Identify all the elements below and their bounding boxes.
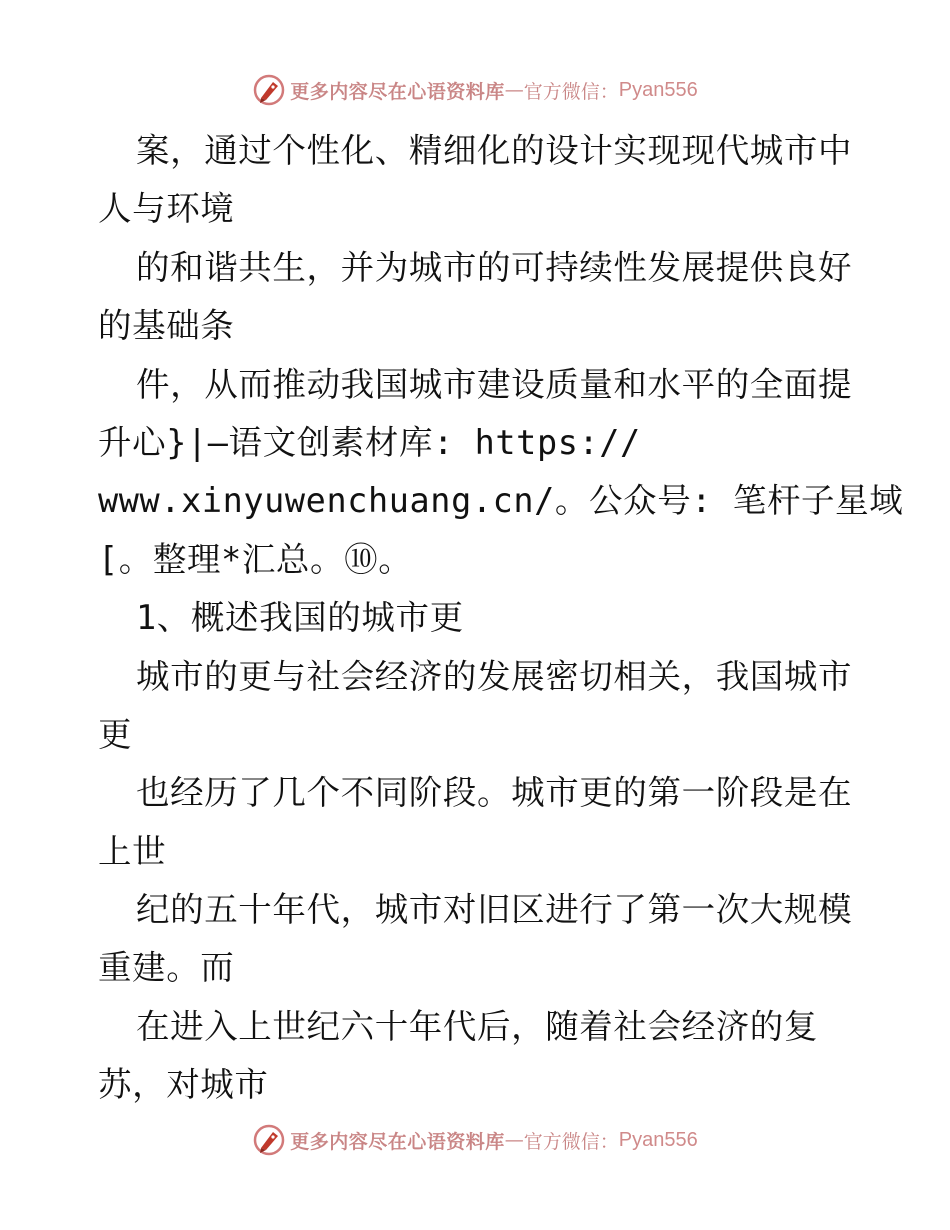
text-line: 重建。而 [98, 948, 235, 988]
banner-wechat-id: Pyan556 [618, 1128, 698, 1151]
banner-wechat-label: 官方微信： [523, 1130, 619, 1153]
text-line: 的基础条 [98, 306, 235, 346]
text-line: www.xinyuwenchuang.cn/。公众号: 笔杆子星域 [98, 481, 904, 521]
text-line: 人与环境 [98, 189, 235, 229]
banner-separator: — [504, 1129, 524, 1151]
banner-wechat-id: Pyan556 [618, 78, 698, 101]
section-heading: 1、概述我国的城市更 [136, 598, 464, 638]
text-line: 城市的更与社会经济的发展密切相关，我国城市 [136, 656, 853, 696]
footer-watermark-banner [0, 1120, 950, 1160]
text-line: 也经历了几个不同阶段。城市更的第一阶段是在 [136, 773, 853, 813]
text-line: 苏，对城市 [98, 1065, 269, 1105]
banner-site-text: 更多内容尽在心语资料库 [290, 1130, 505, 1153]
pen-nib-logo-icon [252, 1123, 286, 1157]
text-line: [。整理*汇总。⑩。 [98, 539, 413, 579]
text-line: 在进入上世纪六十年代后，随着社会经济的复 [136, 1006, 818, 1046]
pen-nib-logo-icon [252, 73, 286, 107]
banner-separator: — [504, 79, 524, 101]
text-line: 升心}|—语文创素材库: https:// [98, 422, 641, 462]
text-line: 件，从而推动我国城市建设质量和水平的全面提 [136, 364, 853, 404]
text-line: 更 [98, 714, 133, 754]
banner-site-text: 更多内容尽在心语资料库 [290, 80, 505, 103]
text-line: 案，通过个性化、精细化的设计实现现代城市中 [136, 131, 853, 170]
text-line: 纪的五十年代，城市对旧区进行了第一次大规模 [136, 890, 853, 930]
header-watermark-banner [0, 70, 950, 110]
document-body [98, 122, 904, 1115]
text-line: 的和谐共生，并为城市的可持续性发展提供良好 [136, 247, 853, 287]
banner-wechat-label: 官方微信： [523, 80, 619, 103]
text-line: 上世 [98, 831, 167, 871]
